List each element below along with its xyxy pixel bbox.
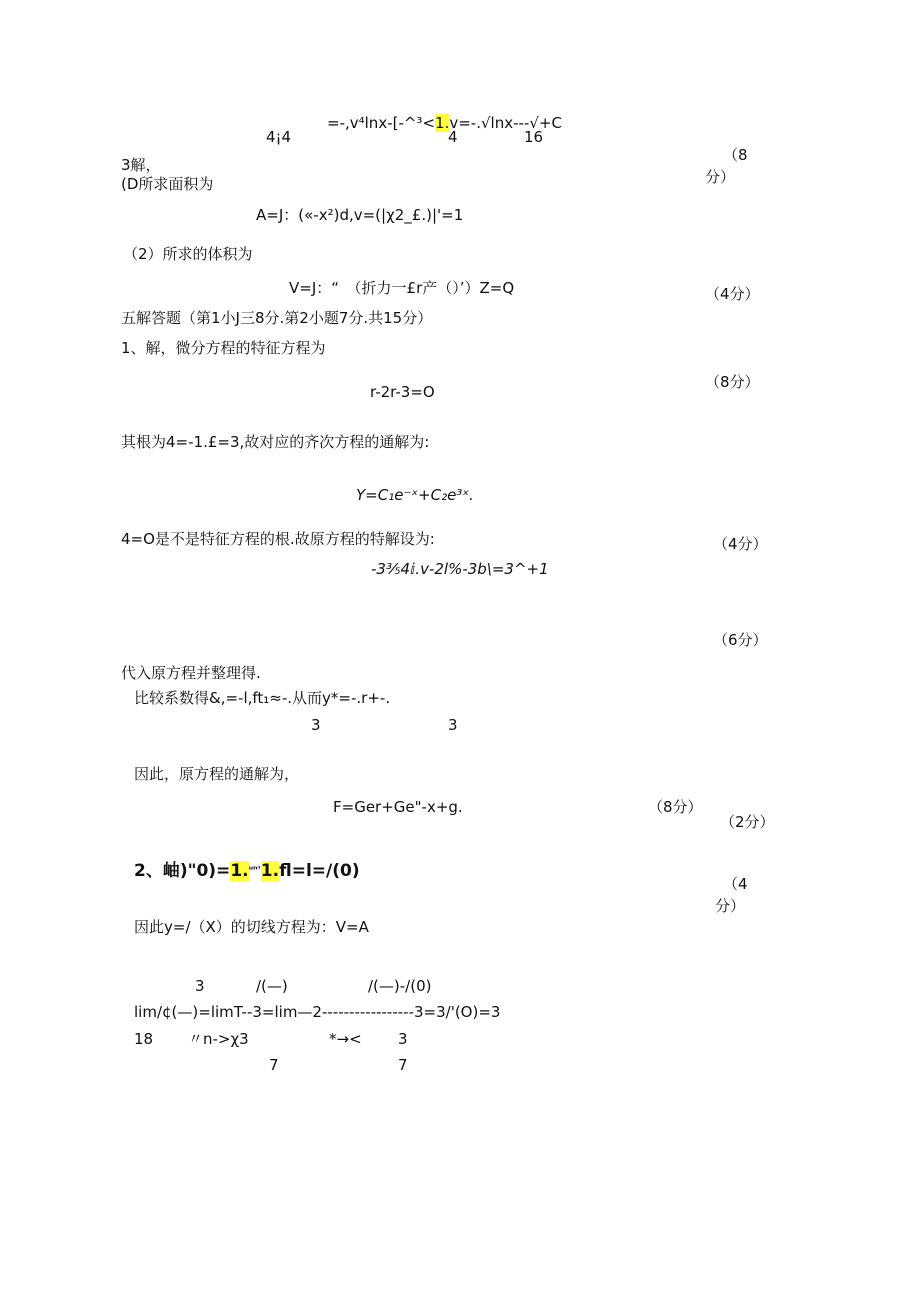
formula-characteristic: r-2r-3=O	[370, 383, 435, 401]
formula-volume: V=J：“ （折力一£r产（）’）Z=Q	[289, 279, 515, 297]
formula-limit: lim/¢(—)=limT--3=lim—2-----------------3=3/'(O)=3	[134, 1003, 501, 1021]
superscript-text: 3	[195, 977, 205, 995]
highlighted-text: 1.	[260, 861, 280, 881]
formula-particular: -3⅗4ⅈ.v-2l%-3b\=3^+1	[371, 560, 549, 578]
text-line: 比较系数得&,=-l,ft₁≈-.从而y*=-.r+-.	[134, 689, 391, 707]
score-label: （6分）	[713, 631, 768, 649]
subscript-text: *→<	[329, 1030, 362, 1048]
score-label: （8分）	[648, 798, 703, 816]
score-label: （2分）	[720, 813, 775, 831]
formula-final: F=Ger+Ge"-x+g.	[333, 798, 463, 816]
subscript-text: 4¡4	[266, 128, 292, 146]
superscript-text: /(—)-/(0)	[368, 977, 432, 995]
subscript-text: 〃n->χ3	[188, 1030, 249, 1048]
formula-general-solution: Y=C₁e⁻ˣ+C₂e³ˣ.	[356, 486, 474, 504]
text-line: 其根为4=-1.£=3,故对应的齐次方程的通解为:	[121, 433, 430, 451]
formula-area: A=J：(«-x²)d,v=(|χ2_£.)|'=1	[256, 206, 464, 224]
subscript-text: 7	[269, 1056, 279, 1074]
question-2-post: fl=l=∕(0)	[279, 861, 360, 881]
text-line: 代入原方程并整理得.	[121, 664, 261, 682]
text-line: 4=O是不是特征方程的根.故原方程的特解设为:	[121, 530, 435, 548]
subscript-text: 7	[398, 1056, 408, 1074]
highlighted-text: 1.	[230, 861, 249, 881]
subscript-text: 18	[134, 1030, 154, 1048]
text-line: 1、解，微分方程的特征方程为	[121, 339, 326, 357]
score-label: （4	[723, 875, 748, 893]
text-line: 因此，原方程的通解为，	[134, 765, 300, 783]
formula-line-1-post: v=-.√lnx---√+C	[449, 114, 562, 132]
score-label: （8	[723, 146, 748, 164]
highlighted-text: 1.	[435, 114, 450, 132]
superscript-text: /(—)	[256, 977, 288, 995]
subscript-text: 4	[448, 128, 458, 146]
score-label: （4分）	[713, 535, 768, 553]
question-2-mid: ᵘⁿ'	[248, 865, 261, 876]
question-2-line	[134, 862, 360, 880]
score-label: 分）	[715, 897, 746, 915]
subscript-text: 3	[398, 1030, 408, 1048]
answer-label: 3解，	[121, 156, 161, 174]
text-line: （2）所求的体积为	[123, 245, 253, 263]
text-line: (D所求面积为	[121, 175, 214, 193]
subscript-text: 3	[311, 716, 321, 734]
score-label: （8分）	[705, 373, 760, 391]
text-line: 因此y=/（X）的切线方程为：V=A	[134, 918, 369, 936]
subscript-text: 3	[448, 716, 458, 734]
subscript-text: 16	[524, 128, 544, 146]
score-label: 分）	[705, 168, 736, 186]
section-heading: 五解答题（第1小J三8分.第2小题7分.共15分）	[121, 309, 433, 327]
score-label: （4分）	[705, 285, 760, 303]
question-2-pre: 2、岫)"0)=	[134, 861, 231, 881]
formula-line-1-pre: =-,v⁴lnx-[-^³<	[327, 114, 436, 132]
